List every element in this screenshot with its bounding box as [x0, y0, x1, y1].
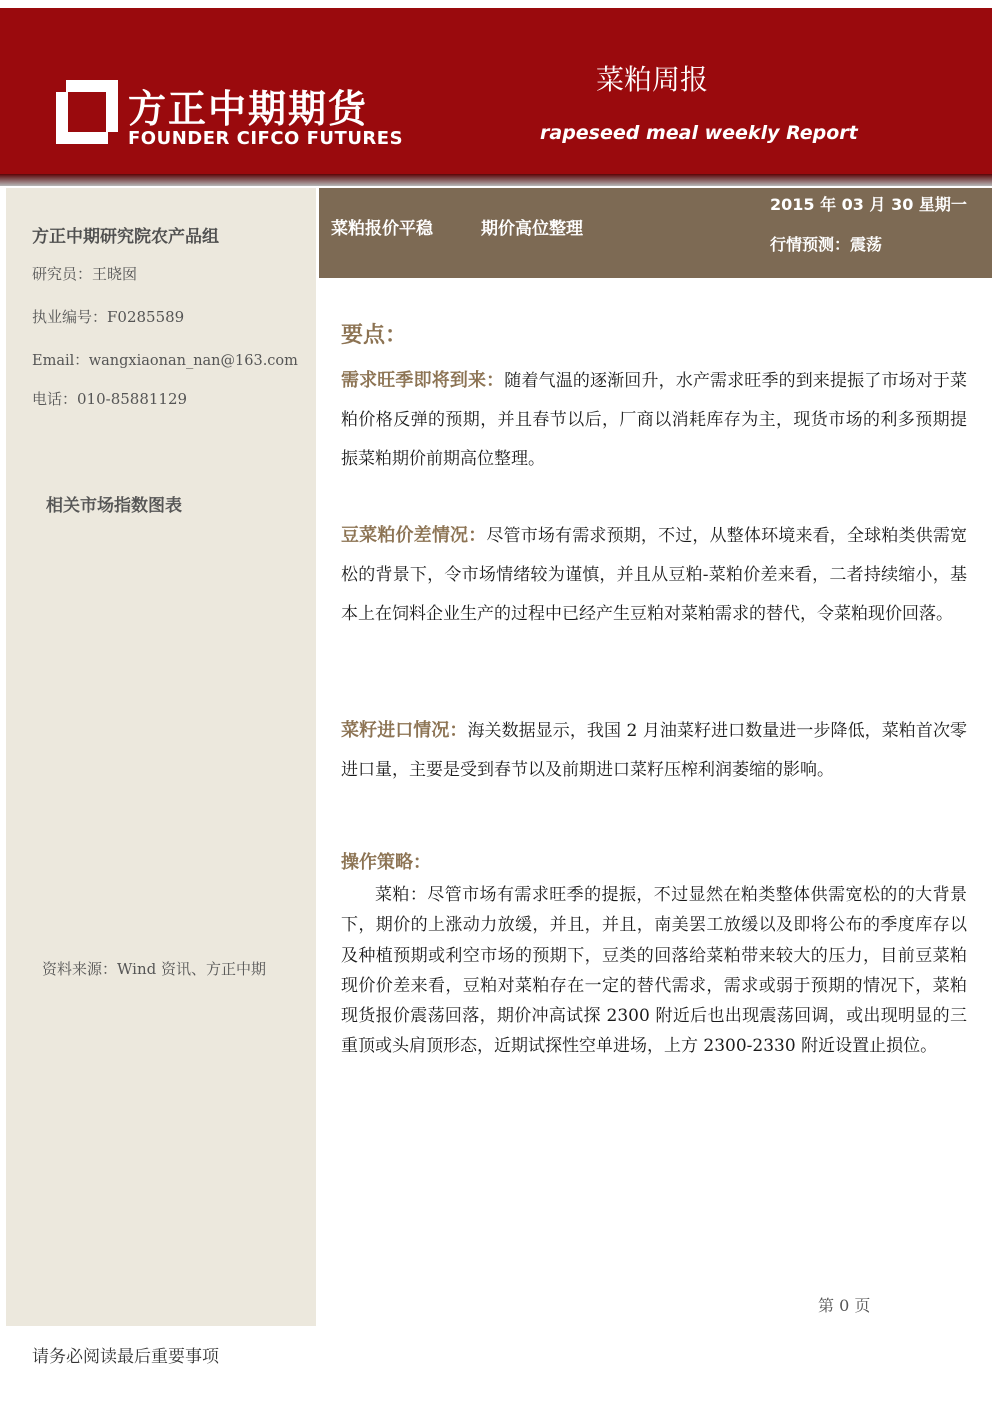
paragraph-imports-text: 海关数据显示，我国 2 月油菜籽进口数量进一步降低，菜粕首次零进口量，主要是受到春节以及前期进口菜籽压榨利润萎缩的影响。 [341, 721, 968, 780]
chart-section-heading: 相关市场指数图表 [46, 496, 182, 516]
paragraph-demand-text: 随着气温的逐渐回升，水产需求旺季的到来提振了市场对于菜粕价格反弹的预期，并且春节以后，厂商以消耗库存为主，现货市场的利多预期提振菜粕期价前期高位整理。 [341, 371, 968, 469]
strategy-text: 菜粕：尽管市场有需求旺季的提振，不过显然在粕类整体供需宽松的的大背景下，期价的上涨动力放缓，并且，并且，南美罢工放缓以及即将公布的季度库存以及种植预期或利空市场的预期下，豆类的回落给菜粕带来较大的压力，目前豆菜粕现价价差来看，豆粕对菜粕存在一定的替代需求，需求或弱于预期的情况下，菜粕现货报价震荡回落，期价冲高试探 2300 附近后也出现震荡回调，或出现明显的三重顶或头肩顶形态，近期试探性空单进场，上方 2300-2330 附近设置止损位。 [341, 885, 967, 1057]
contact-email: Email：wangxiaonan_nan@163.com [32, 353, 298, 369]
tag-price-stable: 菜粕报价平稳 [331, 219, 433, 239]
paragraph-demand-lead: 需求旺季即将到来： [341, 370, 505, 391]
header-shadow [0, 174, 992, 186]
paragraph-spread-lead: 豆菜粕价差情况： [341, 525, 487, 546]
researcher-name: 研究员：王晓囡 [32, 265, 138, 283]
report-subtitle: rapeseed meal weekly Report [540, 122, 858, 144]
license-number: 执业编号：F0285589 [32, 308, 185, 326]
strategy-heading: 操作策略： [341, 852, 431, 873]
market-forecast: 行情预测：震荡 [770, 235, 883, 254]
paragraph-imports-lead: 菜籽进口情况： [341, 720, 468, 741]
paragraph-imports [341, 711, 967, 790]
research-group: 方正中期研究院农产品组 [32, 227, 219, 247]
founder-logo-icon [56, 80, 118, 144]
paragraph-demand [341, 361, 967, 479]
logo-company-cn: 方正中期期货 [128, 87, 369, 131]
report-title: 菜粕周报 [596, 63, 709, 96]
data-source: 资料来源：Wind 资讯、方正中期 [42, 960, 266, 978]
page-number: 第 0 页 [818, 1296, 871, 1315]
tag-futures-consolidation: 期价高位整理 [481, 219, 583, 239]
report-date: 2015 年 03 月 30 星期一 [770, 195, 967, 214]
disclaimer-note: 请务必阅读最后重要事项 [32, 1347, 219, 1367]
logo-company-en: FOUNDER CIFCO FUTURES [128, 128, 404, 149]
contact-phone: 电话：010-85881129 [32, 390, 188, 408]
paragraph-spread [341, 516, 967, 634]
paragraph-spread-text: 尽管市场有需求预期，不过，从整体环境来看，全球粕类供需宽松的背景下，令市场情绪较为谨慎，并且从豆粕-菜粕价差来看，二者持续缩小，基本上在饲料企业生产的过程中已经产生豆粕对菜粕需求的替代，令菜粕现价回落。 [341, 526, 968, 624]
key-points-heading: 要点： [341, 323, 408, 348]
